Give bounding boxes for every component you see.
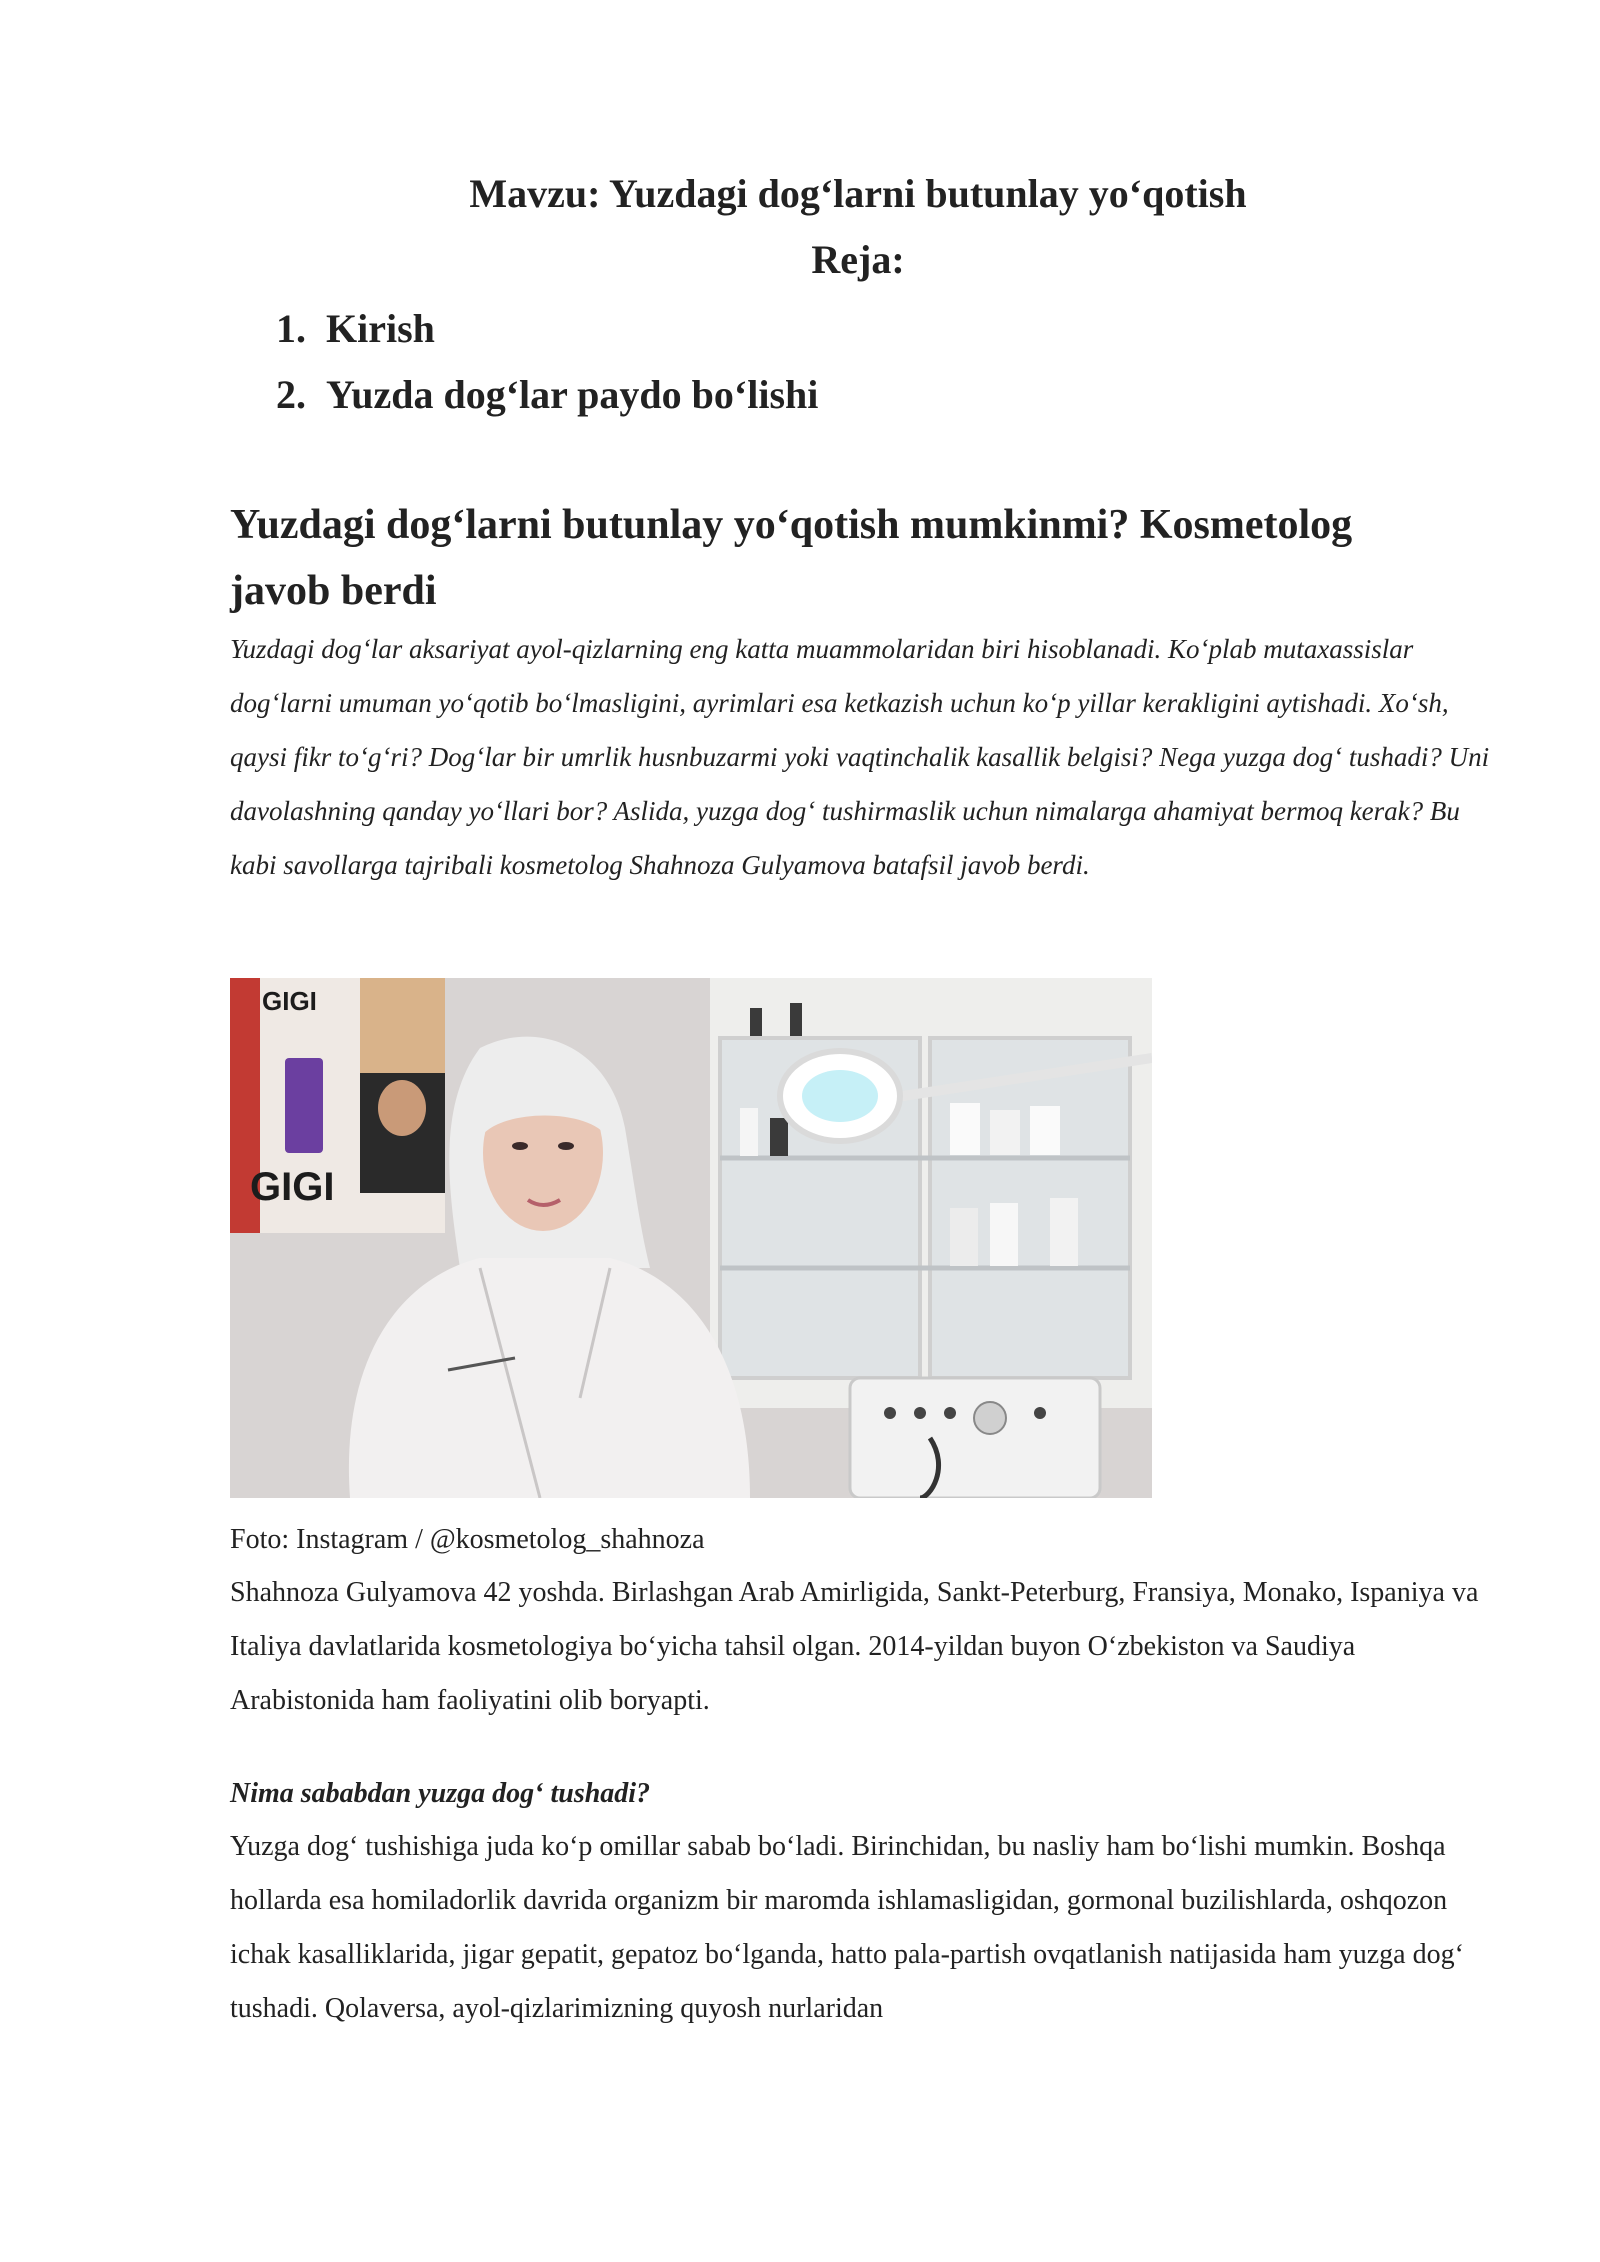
photo-caption: Foto: Instagram / @kosmetolog_shahnoza [230, 1524, 705, 1555]
plan-item [276, 296, 818, 362]
poster-brand-logo-bottom: GIGI [250, 1165, 335, 1209]
section-subheading: Nima sababdan yuzga dog‘ tushadi? [230, 1778, 651, 1809]
plan-item-number: 1. [276, 306, 306, 351]
plan-list [276, 296, 818, 428]
intro-paragraph: Yuzdagi dog‘lar aksariyat ayol-qizlarning eng katta muammolaridan biri hisoblanadi. Ko‘plab mutaxassislar dog‘larni umuman yo‘qotib bo‘lmasligini, ayrimlari esa ketkazish uchun ko‘p yillar kerakligini aytishadi. Xo‘sh, qaysi fikr to‘g‘ri? Dog‘lar bir umrlik husnbuzarmi yoki vaqtinchalik kasallik belgisi? Nega yuzga dog‘ tushadi? Uni davolashning qanday yo‘llari bor? Aslida, yuzga dog‘ tushirmaslik uchun nimalarga ahamiyat bermoq kerak? Bu kabi savollarga tajribali kosmetolog Shahnoza Gulyamova batafsil javob berdi. [230, 634, 1490, 880]
plan-item-text: Yuzda dog‘lar paydo bo‘lishi [326, 372, 819, 417]
cosmetologist-photo [230, 978, 1152, 1498]
article-heading: Yuzdagi dog‘larni butunlay yo‘qotish mumkinmi? Kosmetolog javob berdi [230, 502, 1353, 614]
document-title: Mavzu: Yuzdagi dog‘larni butunlay yo‘qotish [469, 171, 1247, 216]
plan-item-text: Kirish [326, 306, 435, 351]
plan-item-number: 2. [276, 372, 306, 417]
plan-item [276, 362, 818, 428]
body-paragraph: Yuzga dog‘ tushishiga juda ko‘p omillar sabab bo‘ladi. Birinchidan, bu nasliy ham bo‘lishi mumkin. Boshqa hollarda esa homiladorlik davrida organizm bir maromda ishlamasligidan, gormonal buzilishlarda, oshqozon ichak kasalliklarida, jigar gepatit, gepatoz bo‘lganda, hatto pala-partish ovqatlanish natijasida ham yuzga dog‘ tushadi. Qolaversa, ayol-qizlarimizning quyosh nurlaridan [230, 1831, 1464, 2024]
poster-brand-logo-top: GIGI [262, 986, 317, 1016]
plan-heading: Reja: [811, 237, 905, 282]
bio-paragraph: Shahnoza Gulyamova 42 yoshda. Birlashgan Arab Amirligida, Sankt-Peterburg, Fransiya, Monako, Ispaniya va Italiya davlatlarida kosmetologiya bo‘yicha tahsil olgan. 2014-yildan buyon O‘zbekiston va Saudiya Arabistonida ham faoliyatini olib boryapti. [230, 1577, 1479, 1716]
